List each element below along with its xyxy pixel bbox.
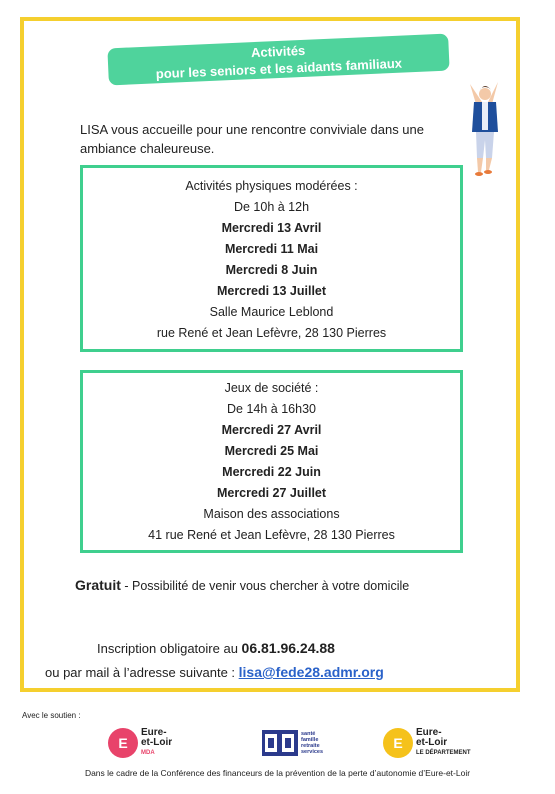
mda-logo	[108, 728, 172, 758]
dept-logo-line2: et-Loir	[416, 737, 448, 748]
board-games-box	[80, 370, 463, 553]
banner-line-2: pour les seniors et les aidants familiaux	[155, 55, 403, 82]
box2-date: Mercredi 22 Juin	[222, 465, 321, 479]
banner-line-1: Activités	[250, 42, 306, 61]
mda-logo-line2: et-Loir	[141, 737, 173, 748]
sfrs-line2: famille	[301, 737, 319, 743]
dept-logo-line1: Eure-	[416, 727, 442, 738]
dept-logo-sub: LE DÉPARTEMENT	[416, 750, 471, 756]
support-label: Avec le soutien :	[22, 711, 81, 720]
free-notice	[75, 577, 409, 593]
sfrs-line3: retraite	[301, 743, 320, 749]
registration-text: Inscription obligatoire au	[97, 641, 242, 656]
sfrs-line1: santé	[301, 731, 316, 737]
intro-text: LISA vous accueille pour une rencontre conviviale dans une ambiance chaleureuse.	[80, 122, 424, 156]
box1-title: Activités physiques modérées :	[185, 179, 358, 193]
mda-logo-sub: MDA	[141, 750, 155, 756]
mda-logo-icon: E	[108, 728, 138, 758]
physical-activities-box	[80, 165, 463, 352]
box2-date: Mercredi 27 Juillet	[216, 486, 327, 500]
department-logo	[383, 728, 471, 758]
free-label: Gratuit	[75, 577, 121, 593]
box2-address: 41 rue René et Jean Lefèvre, 28 130 Pierres	[148, 528, 395, 542]
box1-date: Mercredi 13 Juillet	[216, 284, 327, 298]
box2-time: De 14h à 16h30	[227, 402, 316, 416]
box1-date: Mercredi 8 Juin	[225, 263, 318, 277]
phone-number: 06.81.96.24.88	[241, 640, 335, 656]
sfrs-line4: services	[301, 749, 324, 755]
dancing-person-illustration	[458, 80, 508, 180]
box1-date: Mercredi 11 Mai	[224, 242, 319, 256]
box2-place: Maison des associations	[203, 507, 340, 521]
email-link[interactable]: lisa@fede28.admr.org	[238, 664, 384, 680]
registration-line	[97, 640, 335, 656]
box1-time: De 10h à 12h	[233, 200, 310, 214]
mda-logo-line1: Eure-	[141, 727, 167, 738]
box1-date: Mercredi 13 Avril	[221, 221, 322, 235]
email-text: ou par mail à l’adresse suivante :	[45, 665, 239, 680]
box2-title: Jeux de société :	[224, 381, 319, 395]
sfrs-logo-icon	[262, 730, 298, 756]
box2-date: Mercredi 25 Mai	[224, 444, 319, 458]
footer-text: Dans le cadre de la Conférence des financeurs de la prévention de la perte d’autonomie d’Eure-et-Loir	[84, 768, 471, 778]
department-logo-icon: E	[383, 728, 413, 758]
sfrs-logo	[262, 730, 323, 756]
email-line	[45, 664, 384, 680]
box1-address: rue René et Jean Lefèvre, 28 130 Pierres	[156, 326, 387, 340]
box2-date: Mercredi 27 Avril	[221, 423, 322, 437]
free-detail: - Possibilité de venir vous chercher à votre domicile	[120, 579, 410, 593]
box1-place: Salle Maurice Leblond	[209, 305, 334, 319]
